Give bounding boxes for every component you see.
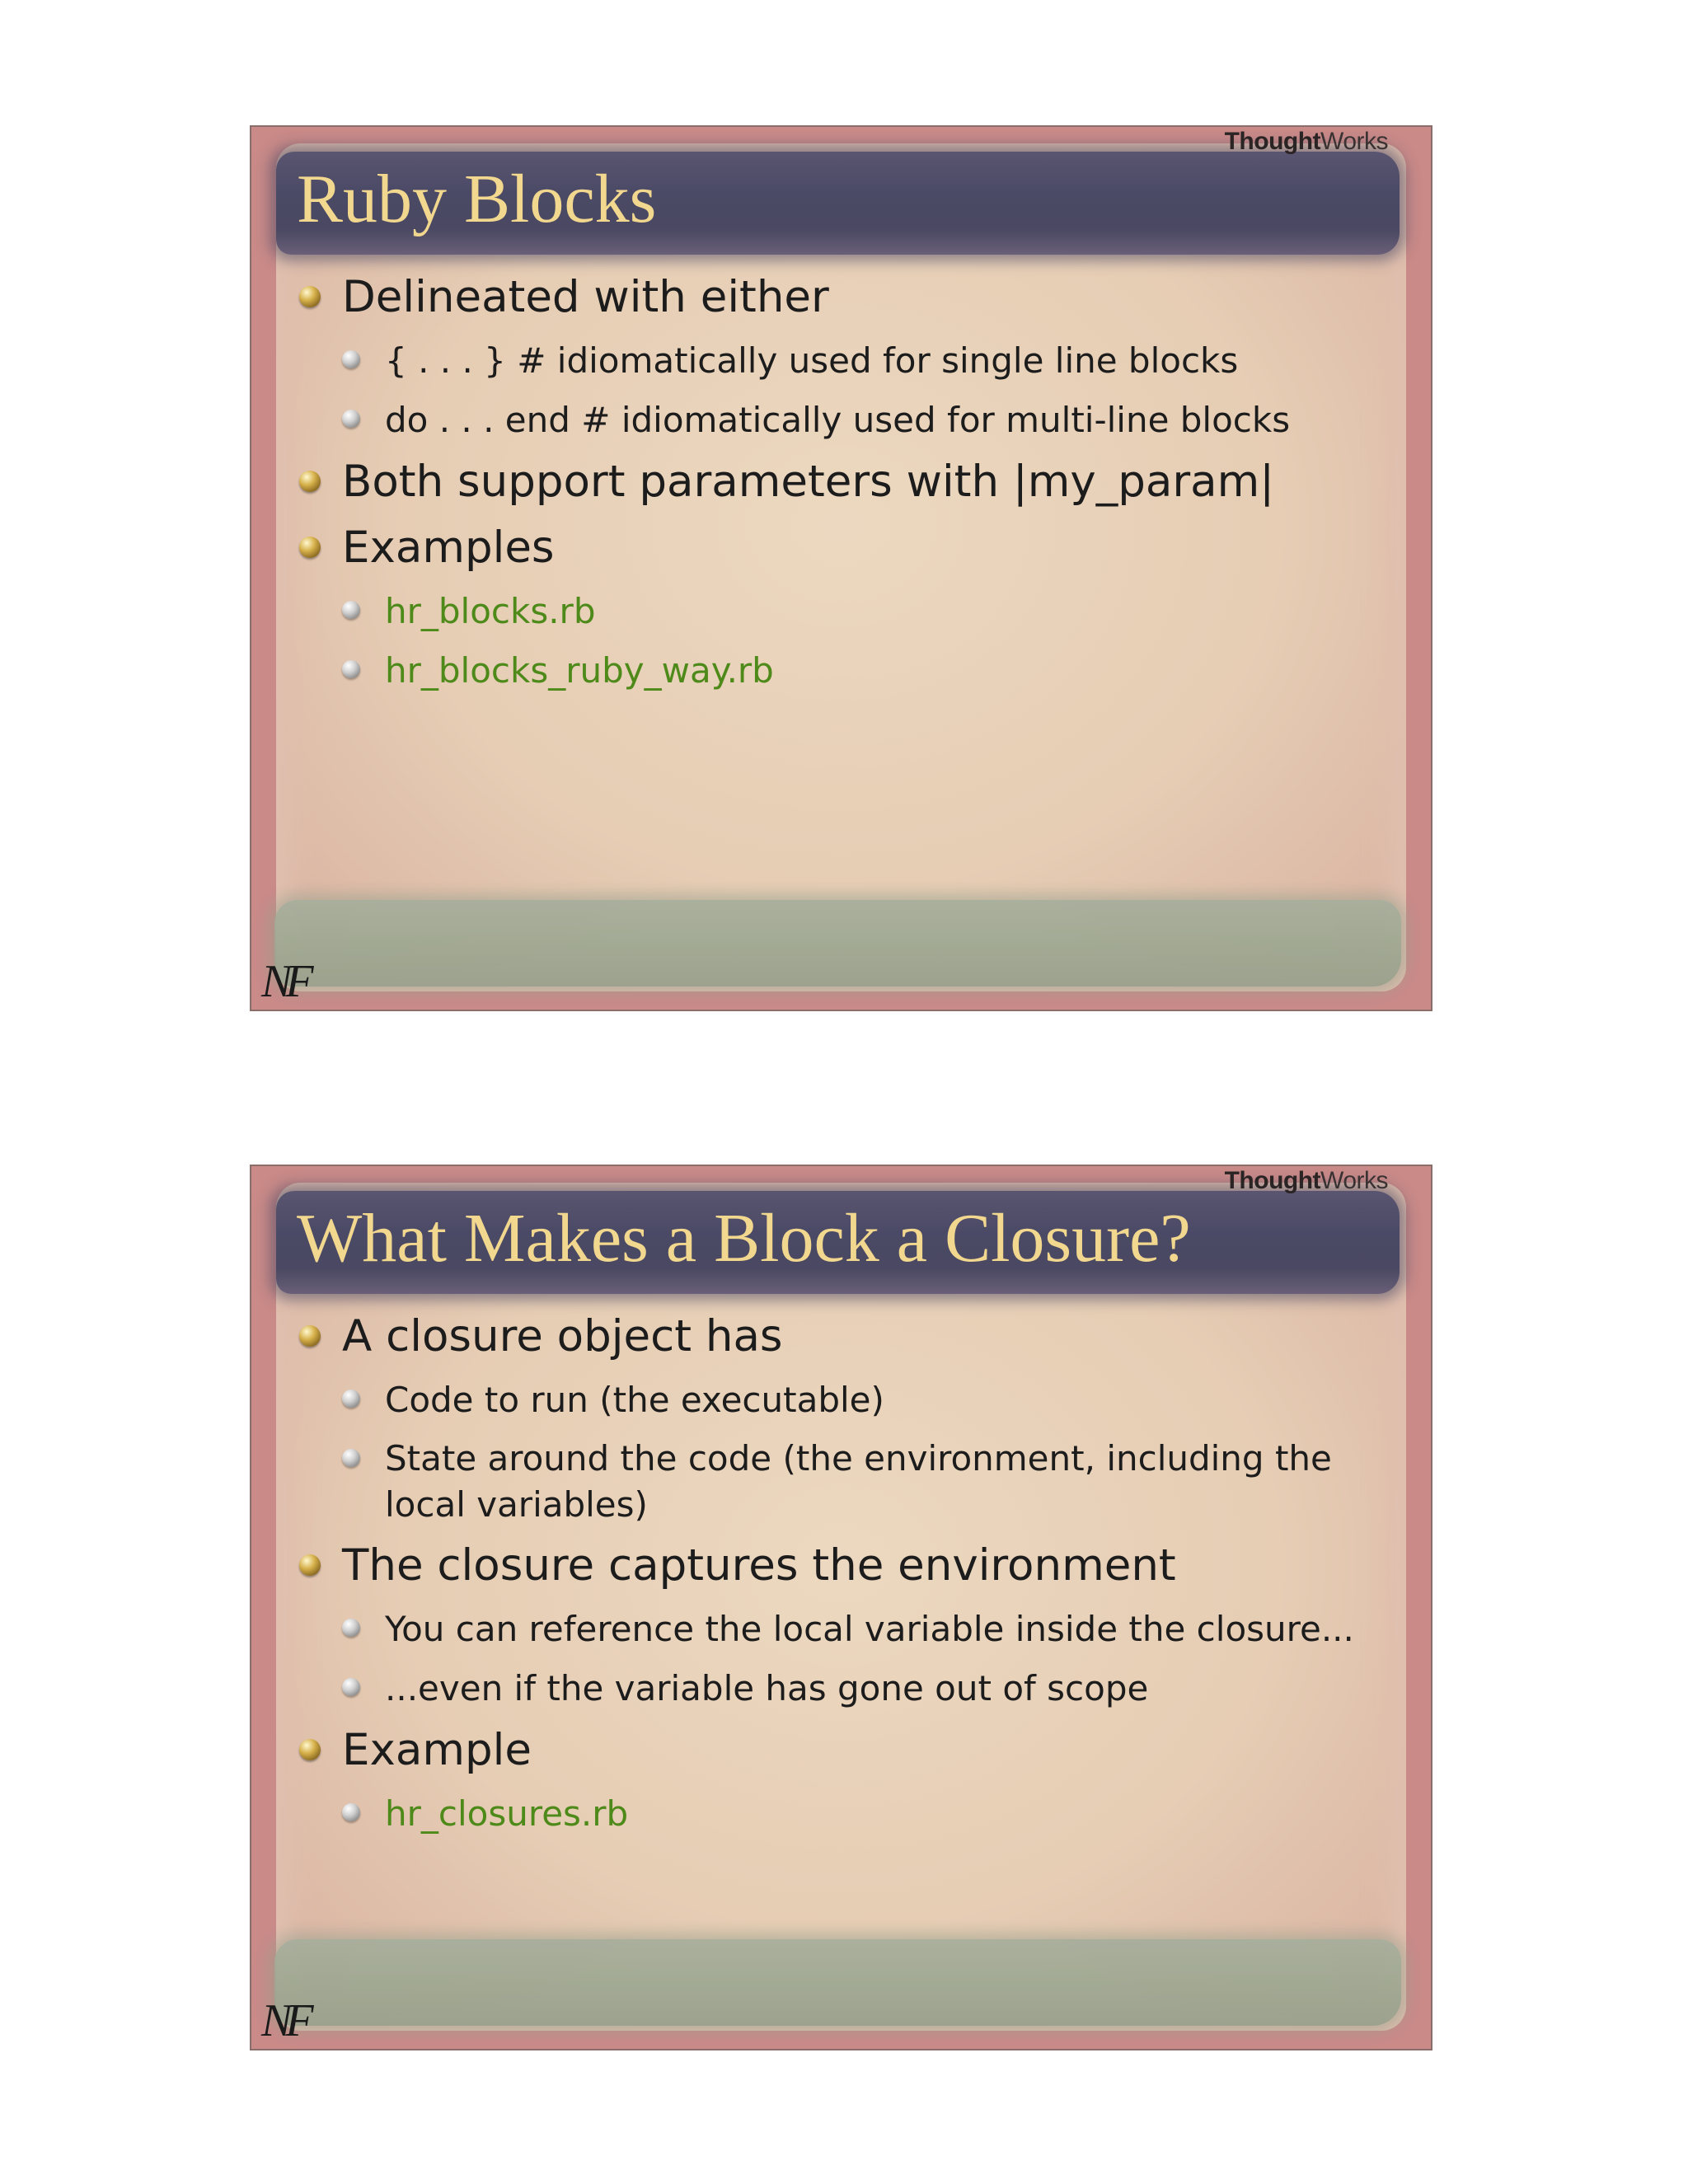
slide-ruby-blocks: [250, 125, 1432, 1011]
silver-bullet-icon: [342, 660, 360, 678]
gold-bullet-icon: [299, 471, 321, 492]
silver-bullet-icon: [342, 1619, 360, 1637]
silver-bullet-icon: [342, 601, 360, 619]
sub-bullet-text: ...even if the variable has gone out of scope: [385, 1668, 1149, 1708]
silver-bullet-icon: [342, 1390, 360, 1408]
bullet-text: Both support parameters with |my_param|: [342, 457, 1275, 507]
file-link-hr-blocks[interactable]: hr_blocks.rb: [385, 591, 596, 631]
sub-bullet-item: [342, 337, 1398, 385]
sub-bullet-item: [342, 1605, 1398, 1653]
thoughtworks-logo: [1225, 127, 1388, 157]
gold-bullet-icon: [299, 537, 321, 558]
sub-bullet-item: [342, 1436, 1398, 1528]
bullet-list: [299, 271, 1398, 706]
bullet-item: [299, 1540, 1398, 1592]
silver-bullet-icon: [342, 410, 360, 428]
silver-bullet-icon: [342, 350, 360, 368]
sub-bullet-text: You can reference the local variable inside the closure...: [385, 1609, 1354, 1649]
thoughtworks-logo: [1225, 1166, 1388, 1196]
nf-signature-logo: NF: [261, 956, 307, 1007]
logo-text-strong: Thought: [1224, 1167, 1321, 1194]
sub-bullet-text: { . . . } # idiomatically used for single line blocks: [385, 340, 1239, 381]
bullet-text: Example: [342, 1725, 532, 1775]
silver-bullet-icon: [342, 1678, 360, 1696]
sub-bullet-item: [342, 588, 1398, 635]
footer-band: [274, 900, 1401, 987]
bullet-item: [299, 456, 1398, 509]
gold-bullet-icon: [299, 286, 321, 307]
bullet-item: [299, 522, 1398, 574]
bullet-item: [299, 1310, 1398, 1363]
sub-bullet-item: [342, 396, 1398, 444]
gold-bullet-icon: [299, 1739, 321, 1760]
bullet-text: Examples: [342, 523, 555, 573]
file-link-hr-closures[interactable]: hr_closures.rb: [385, 1793, 629, 1834]
sub-bullet-text: Code to run (the executable): [385, 1380, 884, 1420]
footer-band: [274, 1939, 1401, 2026]
bullet-item: [299, 271, 1398, 324]
bullet-text: The closure captures the environment: [342, 1540, 1176, 1591]
silver-bullet-icon: [342, 1449, 360, 1467]
bullet-item: [299, 1724, 1398, 1777]
bullet-list: [299, 1310, 1398, 1849]
logo-text-light: Works: [1320, 128, 1388, 155]
sub-bullet-item: [342, 1665, 1398, 1713]
slide-block-closure: [250, 1165, 1432, 2050]
silver-bullet-icon: [342, 1803, 360, 1821]
slide-title: What Makes a Block a Closure?: [297, 1200, 1191, 1277]
slide-title: Ruby Blocks: [297, 161, 657, 237]
nf-signature-logo: NF: [261, 1995, 307, 2046]
sub-bullet-text: State around the code (the environment, including the local variables): [385, 1438, 1332, 1525]
file-link-hr-blocks-ruby-way[interactable]: hr_blocks_ruby_way.rb: [385, 650, 774, 691]
gold-bullet-icon: [299, 1554, 321, 1576]
bullet-text: Delineated with either: [342, 272, 829, 322]
sub-bullet-text: do . . . end # idiomatically used for multi-line blocks: [385, 400, 1291, 440]
logo-text-light: Works: [1320, 1167, 1388, 1194]
sub-bullet-item: [342, 1376, 1398, 1424]
logo-text-strong: Thought: [1224, 128, 1321, 155]
gold-bullet-icon: [299, 1325, 321, 1347]
bullet-text: A closure object has: [342, 1311, 783, 1361]
sub-bullet-item: [342, 1790, 1398, 1838]
sub-bullet-item: [342, 647, 1398, 695]
